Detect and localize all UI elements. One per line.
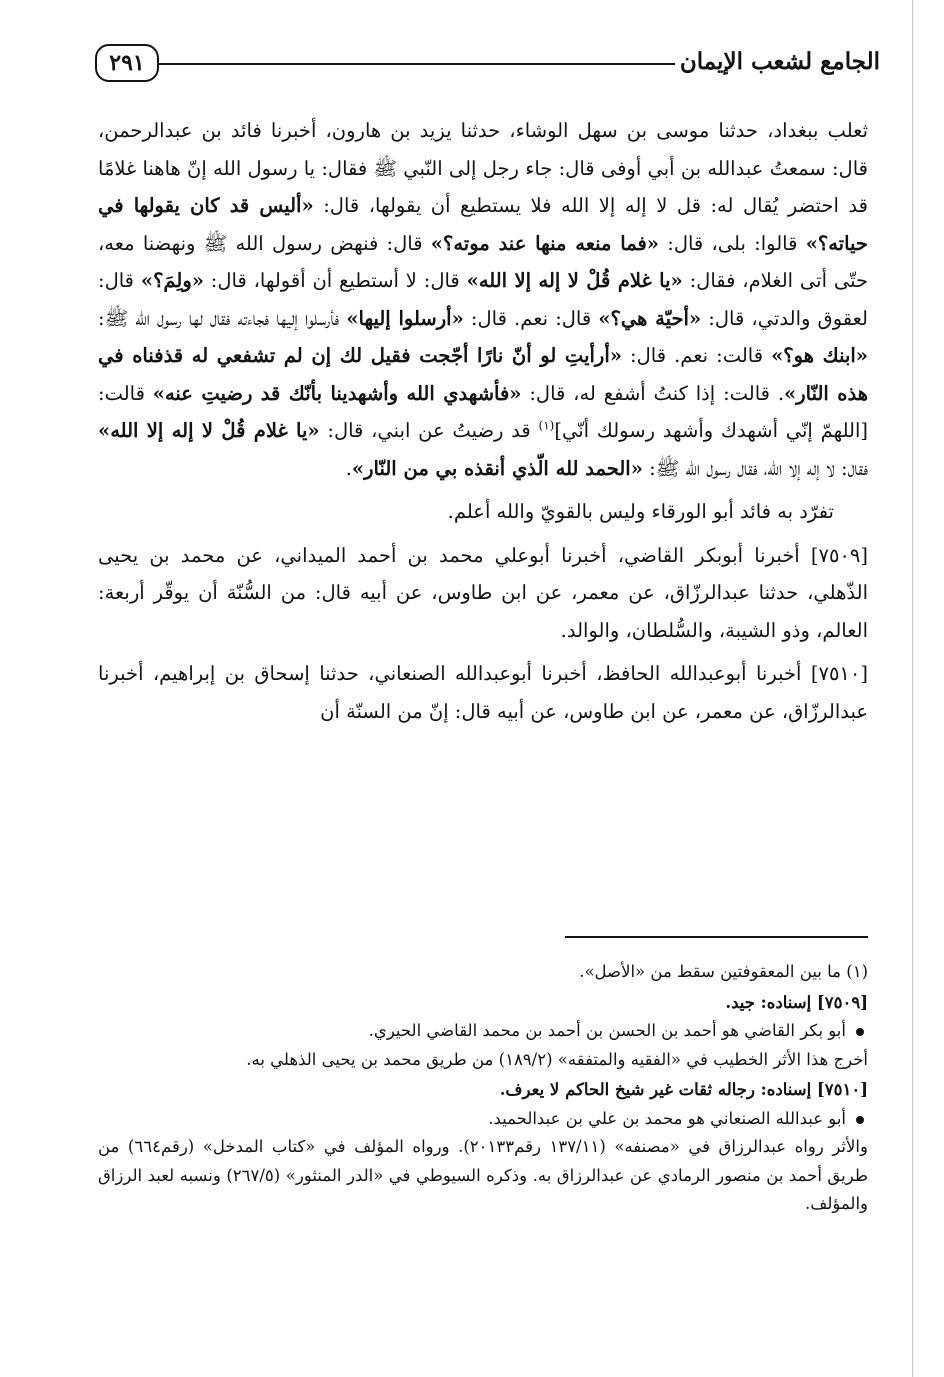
- footnote-1: (١) ما بين المعقوفتين سقط من «الأصل».: [579, 962, 868, 981]
- text-segment: . قالت: إذا كنتُ أشفع له، قال:: [529, 381, 785, 405]
- text-segment: قالوا: بلى، قال:: [667, 231, 798, 255]
- text-segment: .: [345, 456, 352, 480]
- running-title: الجامع لشعب الإيمان: [679, 48, 880, 75]
- quoted-text: «ولِمَ؟»: [140, 269, 204, 292]
- text-segment: فقال: لا إله إلا الله، فقال رسول الله ﷺ:: [649, 456, 868, 480]
- quoted-text: «يا غلام قُلْ لا إله إلا الله»: [466, 269, 683, 292]
- footnote-text: أبو عبدالله الصنعاني هو محمد بن علي بن عبدالحميد.: [488, 1108, 846, 1128]
- text-segment: قال: فنهض رسول الله ﷺ ونهضنا معه، حتّى أتى الغلام، فقال:: [98, 231, 869, 292]
- quoted-text: «أحيّة هي؟»: [598, 306, 702, 330]
- header-rule: [159, 63, 675, 65]
- footnote-7510-heading: [٧٥١٠] إسناده: رجاله ثقات غير شيخ الحاكم لا يعرف.: [499, 1080, 868, 1099]
- text-segment: ثعلب ببغداد، حدثنا موسى بن سهل الوشاء، حدثنا يزيد بن هارون، أخبرنا فائد بن عبدالرحمن، قال: سمعتُ عبدالله بن أبي أوفى قال: جاء رجل إلى النّبي ﷺ فقال: يا رسول الله إنّ هاهنا غلامًا قد احتضر يُقال له: قل لا إله إلا الله فلا يستطيع أن يقولها، قال:: [98, 119, 868, 217]
- footnote-text: أبو بكر القاضي هو أحمد بن الحسن بن أحمد بن محمد القاضي الحيري.: [368, 1021, 846, 1040]
- quoted-text: «أرأيتِ لو أنّ نارًا أجّجت فقيل لك إن لم تشفعي له قذفناه في هذه النّار»: [98, 344, 868, 405]
- quoted-text: «يا غلام قُلْ لا إله إلا الله»: [98, 419, 320, 442]
- bullet-icon: [856, 1116, 864, 1124]
- text-segment: قال: نعم. قال:: [470, 306, 592, 330]
- bullet-icon: [856, 1028, 864, 1036]
- quoted-text: «أليس قد كان يقولها في حياته؟»: [98, 194, 868, 255]
- text-segment: قالت: [اللهمّ إنّي أشهدك وأشهد رسولك أنّي]: [98, 381, 869, 442]
- text-segment: قد رضيتُ عن ابني، قال:: [327, 419, 531, 442]
- quoted-text: «أرسلوا إليها»: [346, 306, 464, 330]
- footnote-7510-text: والأثر رواه عبدالرزاق في «مصنفه» (١٣٧/١١ رقم٢٠١٣٣). ورواه المؤلف في «كتاب المدخل» (رقم٦٦٤) من طريق أحمد بن منصور الرمادي عن عبدالرزاق به. وذكره السيوطي في «الدر المنثور» (٢٦٧/٥) ونسبه لعبد الرزاق والمؤلف.: [98, 1137, 868, 1213]
- footnote-7509-heading: [٧٥٠٩] إسناده: جيد.: [725, 992, 868, 1012]
- footnote-7509-bullet: [98, 1017, 868, 1046]
- main-text: [98, 112, 868, 730]
- text-segment: قال: لعقوق والدتي، قال:: [98, 269, 868, 330]
- text-segment: قال: لا أستطيع أن أقولها، قال:: [210, 269, 460, 292]
- quoted-text: «فأشهدي الله وأشهدينا بأنّك قد رضيتِ عنه»: [152, 381, 522, 405]
- footnote-separator: [565, 936, 868, 938]
- text-segment: قالت: نعم. قال:: [630, 344, 764, 367]
- page-number: ٢٩١: [95, 44, 159, 82]
- remark-paragraph: تفرّد به فائد أبو الورقاء وليس بالقويّ والله أعلم.: [447, 500, 834, 523]
- footnote-7510-bullet: [98, 1105, 868, 1134]
- footnote-7509-text: أخرج هذا الأثر الخطيب في «الفقيه والمتفقه» (١٨٩/٢) من طريق محمد بن يحيى الذهلي به.: [246, 1049, 868, 1069]
- page-header: [95, 40, 880, 90]
- footnotes: [98, 958, 868, 1219]
- quoted-text: «ابنك هو؟»: [771, 344, 868, 367]
- quoted-text: «الحمد لله الّذي أنقذه بي من النّار»: [351, 456, 643, 480]
- text-segment: فأرسلوا إليها فجاءته فقال لها رسول الله ﷺ:: [98, 306, 340, 330]
- page-edge-line: [912, 0, 913, 1377]
- hadith-paragraph: [98, 112, 868, 487]
- hadith-7509: [٧٥٠٩] أخبرنا أبوبكر القاضي، أخبرنا أبوعلي محمد بن أحمد الميداني، عن محمد بن يحيى الذّهلي، حدثنا عبدالرزّاق، عن معمر، عن ابن طاوس، عن أبيه قال: من السُّنّة أن يوقّر أربعة: العالم، وذو الشيبة، والسُّلطان، والوالد.: [98, 543, 868, 642]
- quoted-text: «فما منعه منها عند موته؟»: [430, 231, 659, 255]
- hadith-7510: [٧٥١٠] أخبرنا أبوعبدالله الحافظ، أخبرنا أبوعبدالله الصنعاني، حدثنا إسحاق بن إبراهيم، أخبرنا عبدالرزّاق، عن معمر، عن ابن طاوس، عن أبيه قال: إنّ من السنّة أن: [98, 662, 868, 723]
- footnote-reference: (١): [538, 418, 555, 433]
